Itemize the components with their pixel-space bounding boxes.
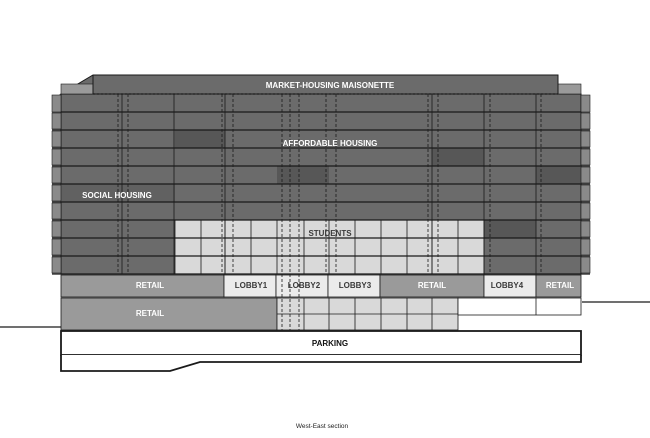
parking-level [61,331,581,371]
label-retail-lower: RETAIL [135,309,165,318]
lower-retail-block [61,298,277,330]
label-retail-2: RETAIL [417,281,447,290]
label-lobby2: LOBBY2 [287,281,321,290]
lower-grid [277,298,581,330]
label-lobby1: LOBBY1 [234,281,268,290]
label-lobby3: LOBBY3 [338,281,372,290]
label-retail-3: RETAIL [545,281,575,290]
caption: West-East section [295,423,349,430]
label-students: STUDENTS [308,229,352,238]
label-affordable-housing: AFFORDABLE HOUSING [282,139,378,148]
label-retail-1: RETAIL [135,281,165,290]
label-parking: PARKING [311,339,349,348]
label-social-housing: SOCIAL HOUSING [82,191,152,200]
label-maisonette: MARKET-HOUSING MAISONETTE [265,81,395,90]
label-lobby4: LOBBY4 [490,281,524,290]
